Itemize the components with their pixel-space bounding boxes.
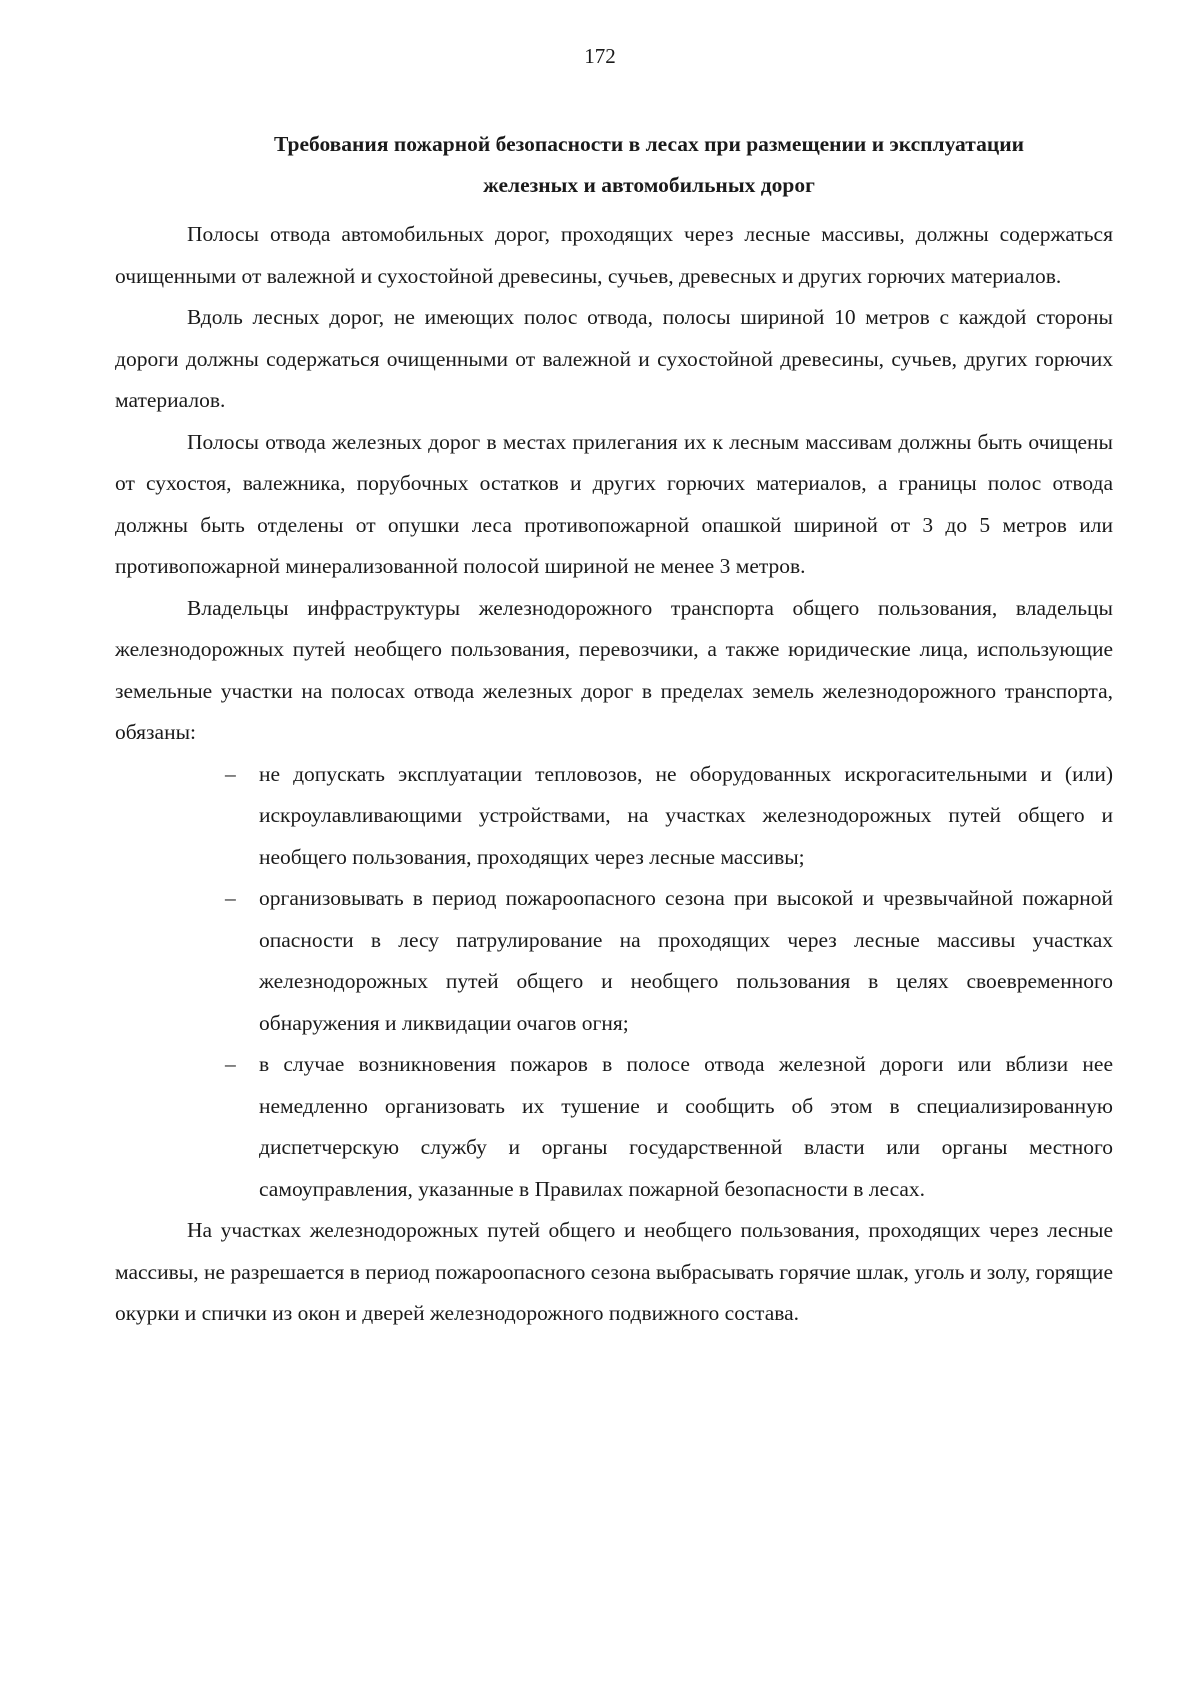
section-title (115, 124, 1113, 206)
page-number: 172 (584, 44, 616, 68)
list-item (225, 754, 1113, 879)
paragraph-railway-owners: Владельцы инфраструктуры железнодорожного транспорта общего пользования, владельцы железнодорожных путей необщего пользования, перевозчики, а также юридические лица, использующие земельные участки на полосах отвода железных дорог в пределах земель железнодорожного транспорта, обязаны: (115, 595, 1113, 744)
section-title-line-1: Требования пожарной безопасности в лесах при размещении и эксплуатации (273, 132, 1024, 156)
paragraph-forest-roads: Вдоль лесных дорог, не имеющих полос отвода, полосы шириной 10 метров с каждой стороны дороги должны содержаться очищенными от валежной и сухостойной древесины, сучьев, других горючих материалов. (115, 305, 1113, 412)
paragraph-road-clearance: Полосы отвода автомобильных дорог, проходящих через лесные массивы, должны содержаться очищенными от валежной и сухостойной древесины, сучьев, древесных и других горючих материалов. (115, 222, 1113, 288)
paragraph-railway-prohibition: На участках железнодорожных путей общего и необщего пользования, проходящих через лесные массивы, не разрешается в период пожароопасного сезона выбрасывать горячие шлак, уголь и золу, горящие окурки и спички из окон и дверей железнодорожного подвижного состава. (115, 1218, 1113, 1325)
list-item-text: организовывать в период пожароопасного сезона при высокой и чрезвычайной пожарной опасности в лесу патрулирование на проходящих через лесные массивы участках железнодорожных путей общего и необщего пользования в целях своевременного обнаружения и ликвидации очагов огня; (259, 886, 1113, 1035)
obligations-list (115, 754, 1113, 1211)
dash-marker: – (225, 1052, 236, 1076)
list-item (225, 878, 1113, 1044)
dash-marker: – (225, 761, 236, 786)
list-item (225, 1044, 1113, 1210)
dash-marker: – (225, 886, 236, 910)
section-title-line-2: железных и автомобильных дорог (483, 173, 815, 197)
paragraph-railway-strips: Полосы отвода железных дорог в местах прилегания их к лесным массивам должны быть очищены от сухостоя, валежника, порубочных остатков и других горючих материалов, а границы полос отвода должны быть отделены от опушки леса противопожарной опашкой шириной от 3 до 5 метров или противопожарной минерализованной полосой шириной не менее 3 метров. (115, 429, 1113, 578)
document-body (115, 124, 1113, 1335)
list-item-text: не допускать эксплуатации тепловозов, не оборудованных искрогасительными и (или) искроулавливающими устройствами, на участках железнодорожных путей общего и необщего пользования, проходящих через лесные массивы; (259, 761, 1113, 869)
list-item-text: в случае возникновения пожаров в полосе отвода железной дороги или вблизи нее немедленно организовать их тушение и сообщить об этом в специализированную диспетчерскую службу и органы государственной власти или органы местного самоуправления, указанные в Правилах пожарной безопасности в лесах. (259, 1052, 1113, 1201)
